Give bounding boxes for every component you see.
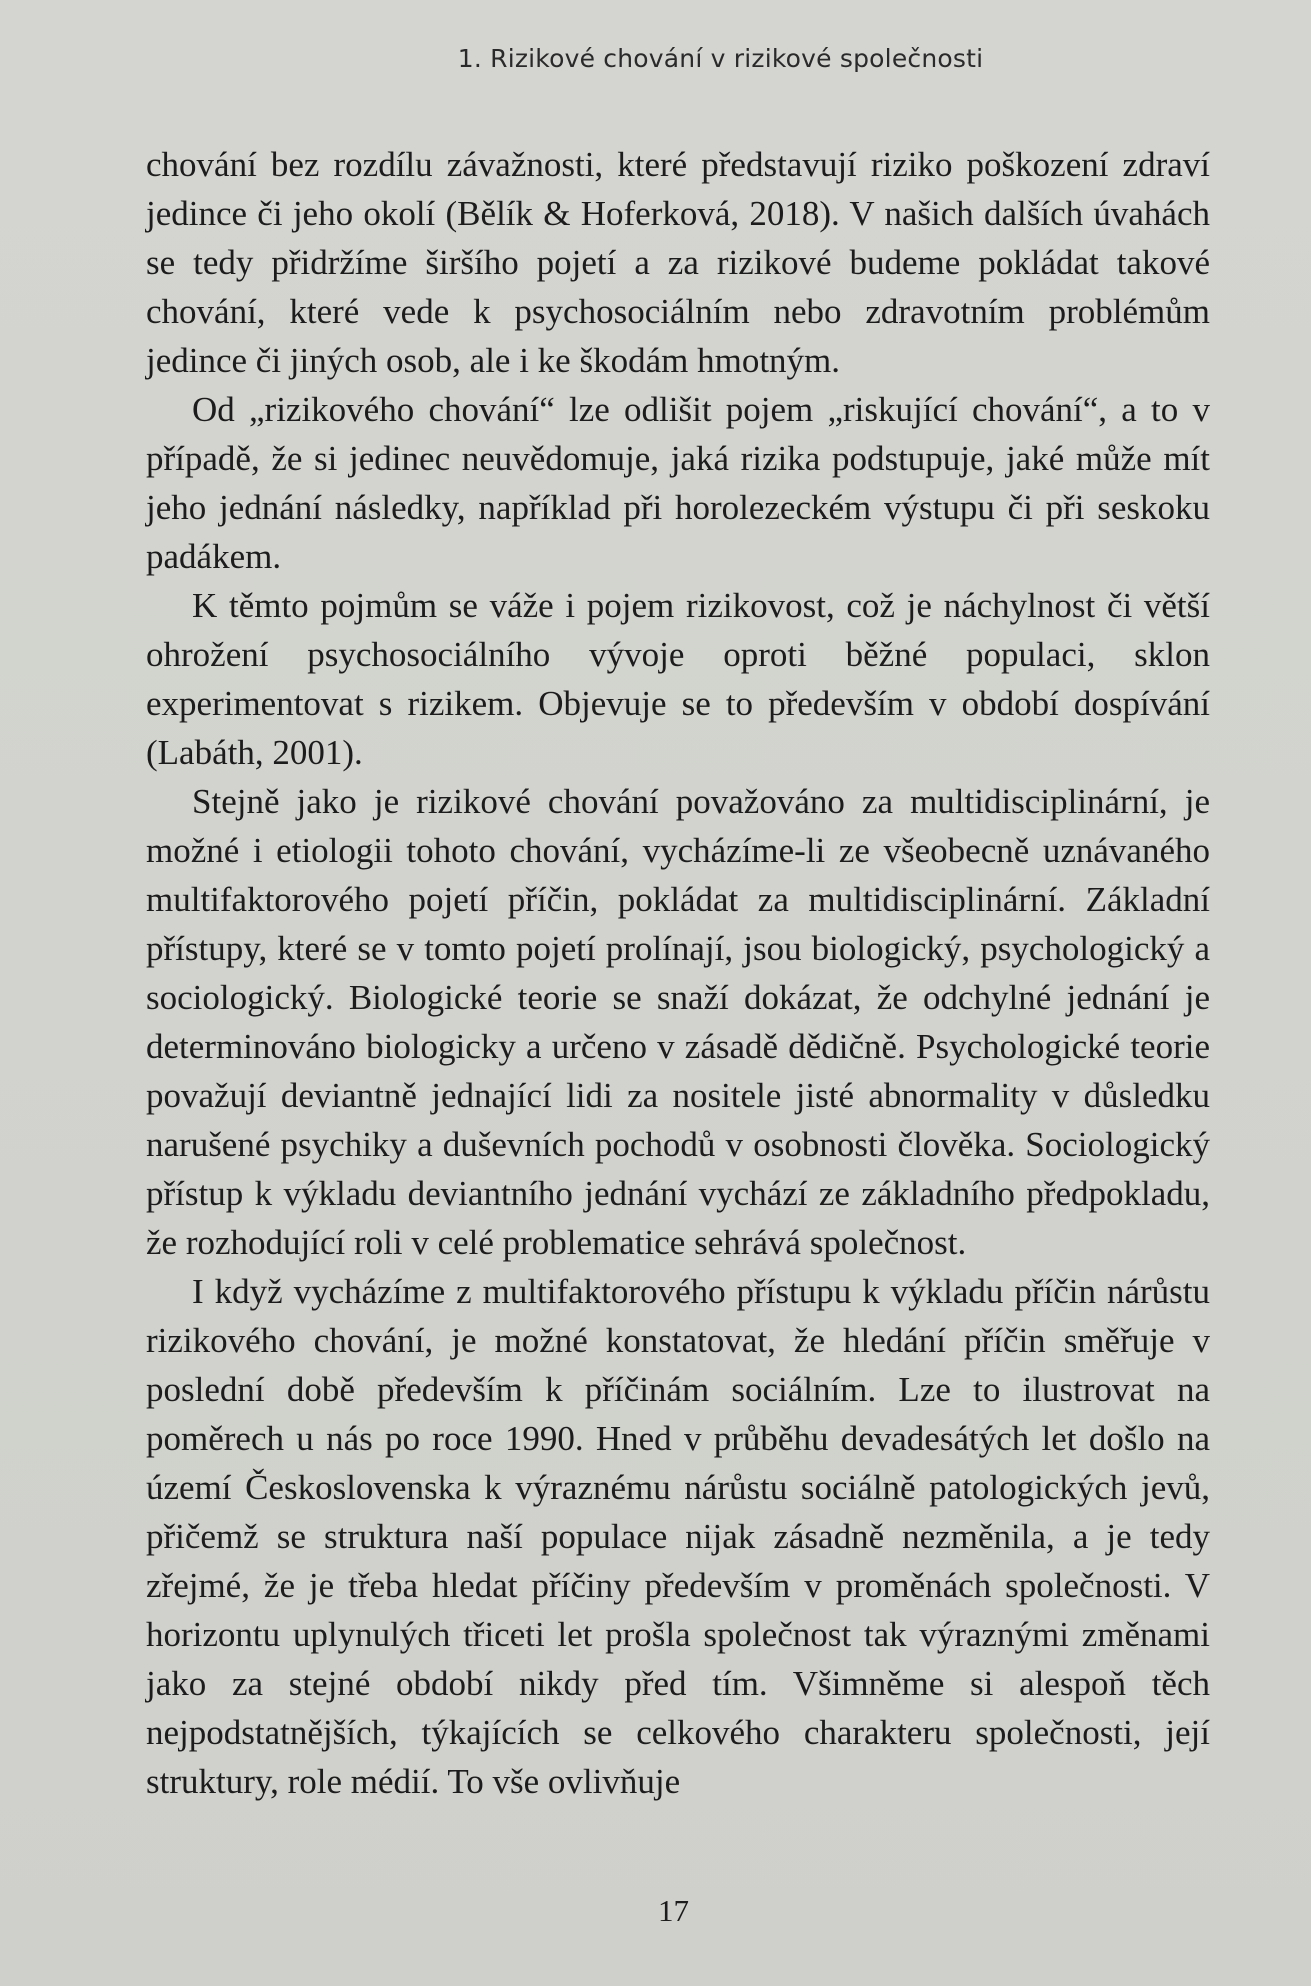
- page-number: 17: [658, 1893, 689, 1928]
- paragraph-4: Stejně jako je rizikové chování považováno za multidisciplinární, je možné i etiologii tohoto chování, vycházíme-li ze všeobecně uznávaného multifaktorového pojetí příčin, pokládat za multidisciplinární. Základní přístupy, které se v tomto pojetí prolínají, jsou biologický, psychologický a sociologický. Biologické teorie se snaží dokázat, že odchylné jednání je determinováno biologicky a určeno v zásadě dědičně. Psychologické teorie považují deviantně jednající lidi za nositele jisté abnormality v důsledku narušené psychiky a duševních pochodů v osobnosti člověka. Sociologický přístup k výkladu deviantního jednání vychází ze základního předpokladu, že rozhodující roli v celé problematice sehrává společnost.: [146, 782, 1210, 1262]
- paragraph-5: I když vycházíme z multifaktorového přístupu k výkladu příčin nárůstu rizikového chování, je možné konstatovat, že hledání příčin směřuje v poslední době především k příčinám sociálním. Lze to ilustrovat na poměrech u nás po roce 1990. Hned v průběhu devadesátých let došlo na území Československa k výraznému nárůstu sociálně patologických jevů, přičemž se struktura naší populace nijak zásadně nezměnila, a je tedy zřejmé, že je třeba hledat příčiny především v proměnách společnosti. V horizontu uplynulých třiceti let prošla společnost tak výraznými změnami jako za stejné období nikdy před tím. Všimněme si alespoň těch nejpodstatnějších, týkajících se celkového charakteru společnosti, její struktury, role médií. To vše ovlivňuje: [146, 1272, 1210, 1801]
- paragraph-3: K těmto pojmům se váže i pojem rizikovost, což je náchylnost či větší ohrožení psychosociálního vývoje oproti běžné populaci, sklon experimentovat s rizikem. Objevuje se to především v období dospívání (Labáth, 2001).: [146, 586, 1210, 772]
- paragraph-1: chování bez rozdílu závažnosti, které představují riziko poškození zdraví jedince či jeho okolí (Bělík & Hoferková, 2018). V našich dalších úvahách se tedy přidržíme širšího pojetí a za rizikové budeme pokládat takové chování, které vede k psychosociálním nebo zdravotním problémům jedince či jiných osob, ale i ke škodám hmotným.: [146, 145, 1210, 380]
- body-text: [146, 140, 1210, 1806]
- paragraph-2: Od „rizikového chování“ lze odlišit pojem „riskující chování“, a to v případě, že si jedinec neuvědomuje, jaká rizika podstupuje, jaké může mít jeho jednání následky, například při horolezeckém výstupu či při seskoku padákem.: [146, 390, 1210, 576]
- running-header: 1. Rizikové chování v rizikové společnosti: [457, 44, 984, 73]
